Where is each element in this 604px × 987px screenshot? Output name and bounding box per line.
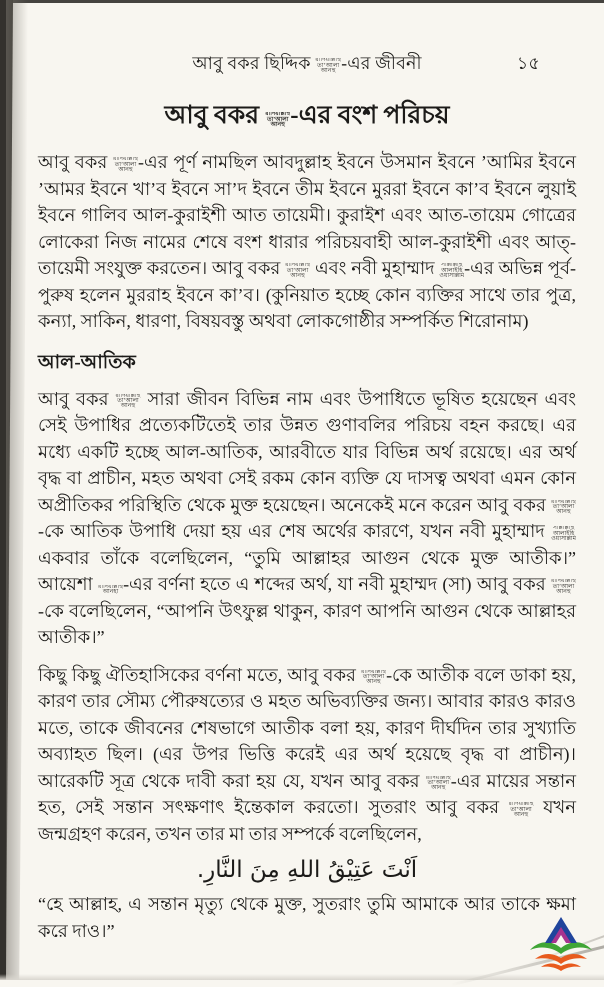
- honorific-mark: রাদিয়াল্লাহু তা’আলা আনহু: [508, 802, 534, 818]
- honorific-mark: রাদিয়াল্লাহু তা’আলা আনহু: [425, 775, 451, 792]
- honorific-mark: রাদিয়াল্লাহু তা’আলা আনহু: [115, 393, 141, 410]
- closing-quote: “হে আল্লাহ, এ সন্তান মৃত্যু থেকে মুক্ত, সুতরাং তুমি আমাকে আর তাকে ক্ষমা করে দাও।”: [38, 894, 576, 941]
- chapter-title: আবু বকর রাদিয়াল্লাহু তা’আলা আনহু -এর বংশ পরিচয়: [164, 102, 450, 129]
- section-heading-al-atik: আল-আতিক: [38, 351, 136, 373]
- page-number: ১৫: [516, 53, 540, 73]
- paragraph-historians: কিছু কিছু ঐতিহাসিকের বর্ণনা মতে, আবু বকর রাদিয়াল্লাহু তা’আলা আনহু -কে আতীক বলে ডাকা হয়, কারণ তার সৌম্য পৌরুষত্যের ও মহত অভিব্যক্তির জন্য। আবার কারও কারও মতে, তাকে জীবনের শেষভাগে আতীক বলা হয়, কারণ দীর্ঘদিন তার সুখ্যাতি অব্যাহত ছিল। (এর উপর ভিত্তি করেই এর অর্থ হয়েছে বৃদ্ধ বা প্রাচীন)। আরেকটি সূত্র থেকে দাবী করা হয় যে, যখন আবু বকর রাদিয়াল্লাহু তা’আলা আনহু -এর মায়ের সন্তান হত, সেই সন্তান সৎক্ষণাৎ ইন্তেকাল করতো। সুতরাং আবু বকর রাদিয়াল্লাহু তা’আলা আনহু যখন জন্মগ্রহণ করেন, তখন তার মা তার সম্পর্কে বলেছিলেন,: [38, 664, 577, 844]
- honorific-mark: রাদিয়াল্লাহু আনহা: [98, 584, 124, 595]
- paragraph-atik: আবু বকর রাদিয়াল্লাহু তা’আলা আনহু সারা জীবন বিভিন্ন নাম এবং উপাধিতে ভূষিত হয়েছেন এবং সেই উপাধির প্রত্যেকটিতেই তার উন্নত গুণাবলির পরিচয় বহন করছে। এর মধ্যে একটি হচ্ছে আল-আতিক, আরবীতে যার বিভিন্ন অর্থ রয়েছে। এর অর্থ বৃদ্ধ বা প্রাচীন, মহত অথবা সেই রকম কোন ব্যক্তি যে দাসত্ব অথবা এমন কোন অপ্রীতিকর পরিস্থিতি থেকে মুক্ত হয়েছেন। অনেকেই মনে করেন আবু বকর রাদিয়াল্লাহু তা’আলা আনহু -কে আতিক উপাধি দেয়া হয় এর শেষ অর্থের কারণে, যখন নবী মুহাম্মাদ সাল্লাল্লাহু আলাইহি ওয়াসাল্লাম একবার তাঁকে বলেছিলেন, “তুমি আল্লাহর আগুন থেকে মুক্ত আতীক।” আয়েশা রাদিয়াল্লাহু আনহা -এর বর্ণনা হতে এ শব্দের অর্থ, যা নবী মুহাম্মদ (সা) আবু বকর রাদিয়াল্লাহু তা’আলা আনহু -কে বলেছিলেন, “আপনি উৎফুল্ল থাকুন, কারণ আপনি আগুন থেকে আল্লাহর আতীক।”: [38, 388, 577, 647]
- book-page: [38, 0, 576, 944]
- honorific-mark: রাদিয়াল্লাহু তা’আলা আনহু: [315, 58, 342, 74]
- running-header-text: আবু বকর ছিদ্দিক রাদিয়াল্লাহু তা’আলা আনহু -এর জীবনী: [192, 53, 422, 74]
- honorific-mark: রাদিয়াল্লাহু তা’আলা আনহু: [550, 499, 576, 516]
- paragraph-lineage: আবু বকর রাদিয়াল্লাহু তা’আলা আনহু -এর পূর্ণ নামছিল আবদুল্লাহ ইবনে উসমান ইবনে ’আমির ইবনে ’আমর ইবনে খা’ব ইবনে সা’দ ইবনে তীম ইবনে মুররা ইবনে কা’ব ইবনে লুয়াই ইবনে গালিব আল-কুরাইশী আত তায়েমী। কুরাইশ এবং আত-তায়েম গোত্রের লোকেরা নিজ নামের শেষে বংশ ধারার পরিচয়বাহী আল-কুরাইশী এবং আত্-তায়েমী সংযুক্ত করতেন। আবু বকর রাদিয়াল্লাহু তা’আলা আনহু এবং নবী মুহাম্মাদ সাল্লাল্লাহু আলাইহি ওয়াসাল্লাম -এর অভিন্ন পূর্ব-পুরুষ হলেন মুররাহ ইবনে কা’ব। (কুনিয়াত হচ্ছে কোন ব্যক্তির সাথে তার পুত্র, কন্যা, সাকিন, ধারণা, বিষয়বস্তু অথবা লোকগোষ্ঠীর সম্পর্কিত শিরোনাম): [38, 152, 576, 331]
- arabic-quote: اَنْتَ عَتِيْقُ اللهِ مِنَ النَّارِ.: [196, 857, 418, 883]
- open-book-logo-icon: [527, 915, 595, 975]
- scan-edge-bottom: [0, 974, 604, 980]
- honorific-mark: রাদিয়াল্লাহু তা’আলা আনহু: [550, 579, 577, 595]
- honorific-mark: রাদিয়াল্লাহু তা’আলা আনহু: [285, 263, 311, 279]
- scan-edge-left-shadow: [6, 0, 28, 980]
- honorific-mark: রাদিয়াল্লাহু তা’আলা আনহু: [113, 157, 139, 173]
- honorific-mark: সাল্লাল্লাহু আলাইহি ওয়াসাল্লাম: [439, 263, 465, 279]
- running-header: [38, 54, 576, 80]
- honorific-mark: সাল্লাল্লাহু আলাইহি ওয়াসাল্লাম: [551, 526, 576, 542]
- honorific-mark: রাদিয়াল্লাহু তা’আলা আনহু: [361, 669, 387, 686]
- honorific-mark: রাদিয়াল্লাহু তা’আলা আনহু: [265, 112, 291, 128]
